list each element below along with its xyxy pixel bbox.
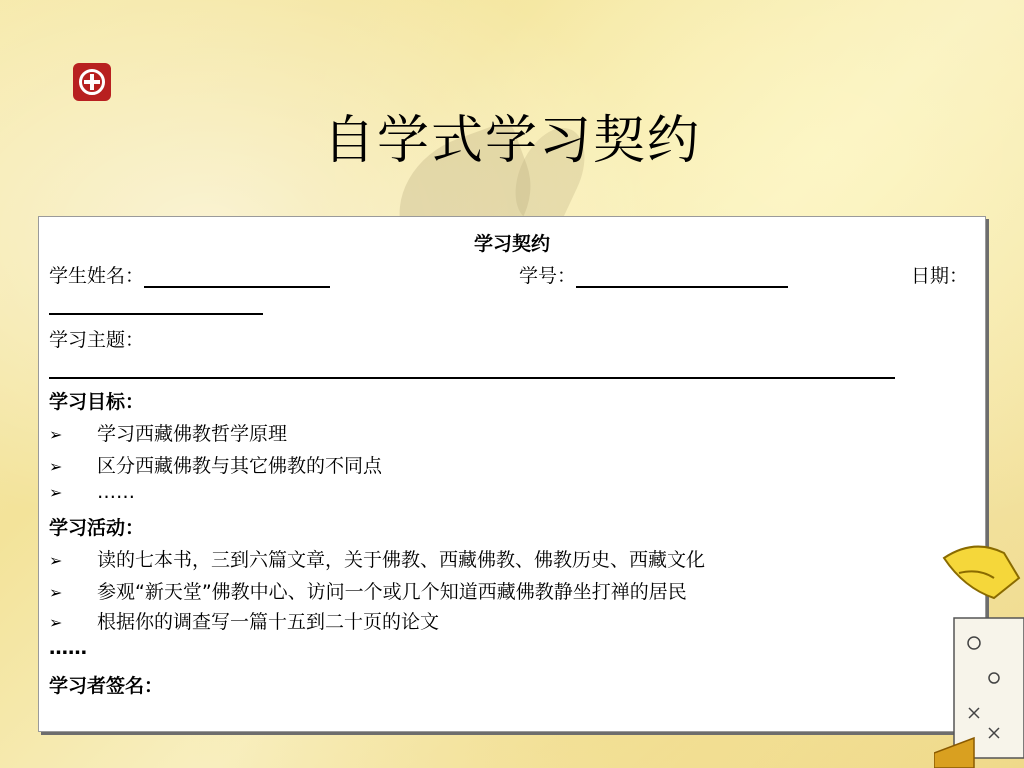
bullet-arrow-icon: ➢ xyxy=(49,425,63,444)
student-name-label: 学生姓名： xyxy=(49,265,145,287)
student-name-blank xyxy=(144,266,330,288)
date-row xyxy=(911,261,968,288)
date-blank xyxy=(49,313,263,315)
activities-label: 学习活动： xyxy=(49,517,145,539)
bullet-arrow-icon: ➢ xyxy=(49,583,63,602)
objective-item: ➢ 学习西藏佛教哲学原理 xyxy=(49,423,288,445)
activity-item: ➢ 根据你的调查写一篇十五到二十页的论文 xyxy=(49,611,440,633)
corner-doodle-decoration xyxy=(934,538,1024,768)
signature-label: 学习者签名： xyxy=(49,675,164,697)
topic-label: 学习主题： xyxy=(49,329,145,351)
bullet-arrow-icon: ➢ xyxy=(49,457,63,476)
bullet-arrow-icon: ➢ xyxy=(49,613,63,632)
activity-item: ➢ 参观“新天堂”佛教中心、访问一个或几个知道西藏佛教静坐打禅的居民 xyxy=(49,581,687,603)
ellipsis-text: …… xyxy=(49,637,87,659)
slide-title: 自学式学习契约 xyxy=(322,111,701,171)
student-id-row xyxy=(519,261,788,288)
contract-heading: 学习契约 xyxy=(473,233,550,255)
topic-blank xyxy=(49,377,895,379)
student-name-row xyxy=(49,261,330,288)
bullet-arrow-icon: ➢ xyxy=(49,551,63,570)
student-id-label: 学号： xyxy=(519,265,577,287)
activity-item: ➢ 读的七本书，三到六篇文章，关于佛教、西藏佛教、佛教历史、西藏文化 xyxy=(49,549,706,571)
objective-item: ➢ …… xyxy=(49,481,135,503)
logo-icon xyxy=(73,63,111,101)
bullet-arrow-icon: ➢ xyxy=(49,483,63,502)
objectives-label: 学习目标： xyxy=(49,391,145,413)
objective-item: ➢ 区分西藏佛教与其它佛教的不同点 xyxy=(49,455,383,477)
student-id-blank xyxy=(576,266,788,288)
contract-document xyxy=(38,216,986,732)
date-label: 日期： xyxy=(911,265,969,287)
